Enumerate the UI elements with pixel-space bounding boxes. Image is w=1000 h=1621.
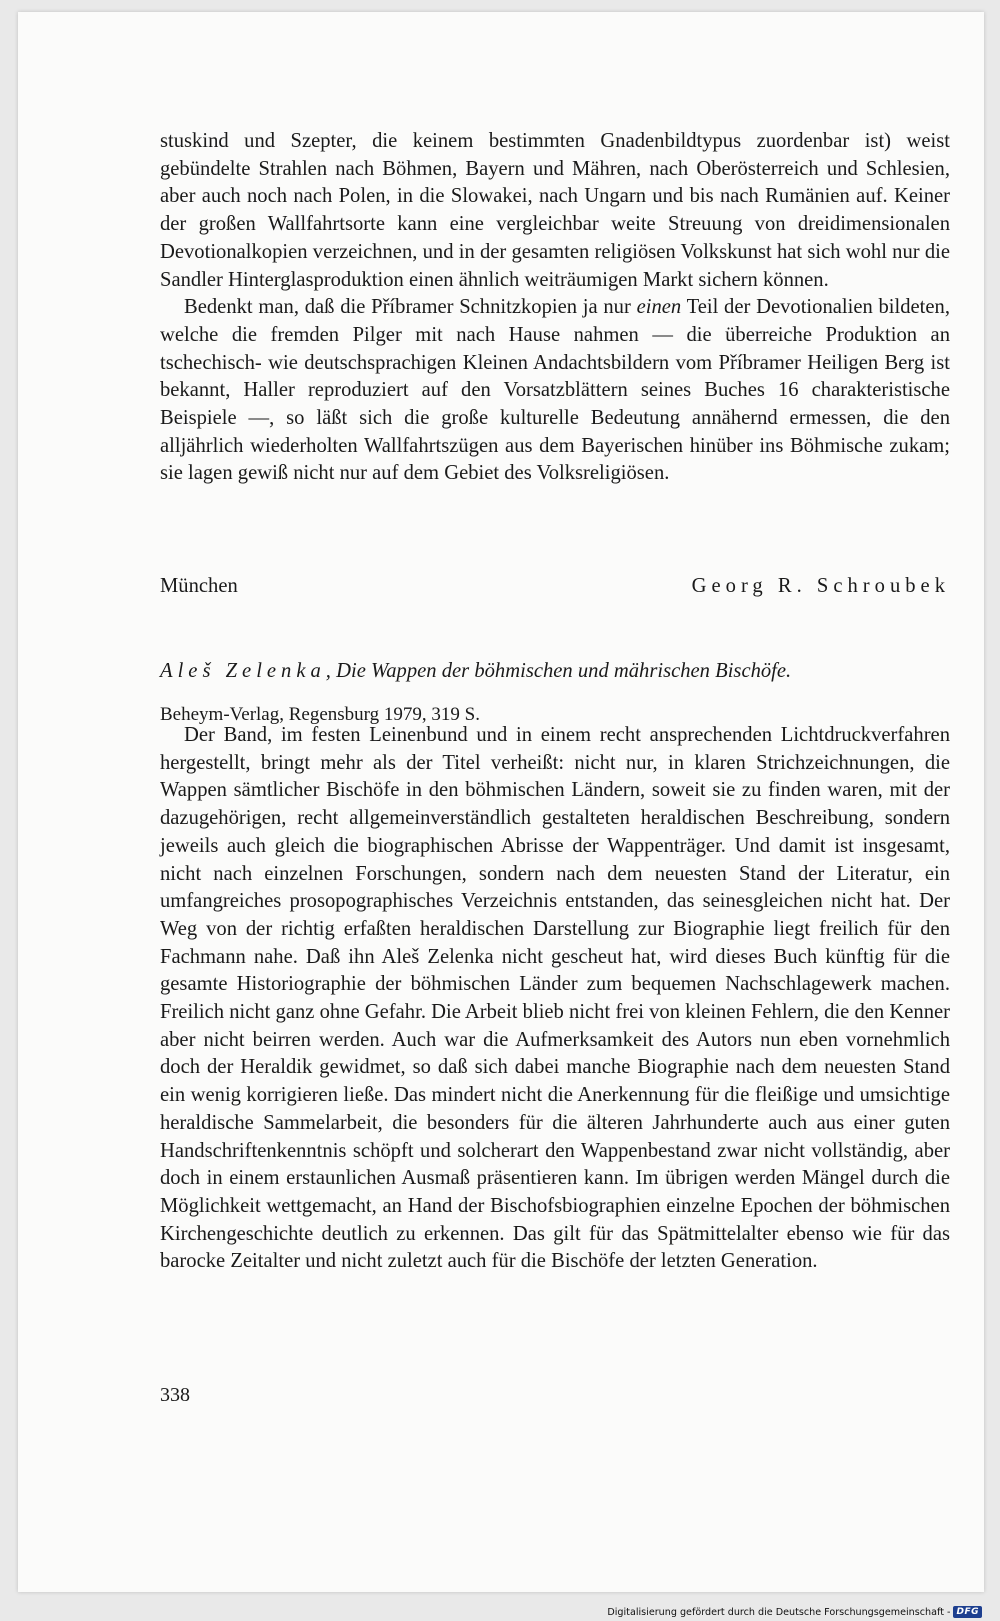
document-page	[18, 12, 984, 1592]
page-number: 338	[160, 1384, 190, 1406]
signature-place: München	[160, 575, 238, 597]
review-book-title: Die Wappen der böhmischen und mährischen Bischöfe.	[336, 660, 792, 682]
footer-text: Digitalisierung gefördert durch die Deutsche Forschungsgemeinschaft -	[607, 1606, 951, 1618]
digitization-footer	[607, 1606, 982, 1618]
review-author: Aleš Zelenka	[160, 660, 326, 682]
review-body-text	[160, 722, 950, 1276]
signature-author: Georg R. Schroubek	[691, 575, 950, 597]
signature-line	[160, 573, 950, 600]
dfg-logo-icon: DFG	[953, 1606, 982, 1618]
paragraph-bedenkt: Bedenkt man, daß die Příbramer Schnitzkopien ja nur einen Teil der Devotionalien bildeten, welche die fremden Pilger mit nach Hause nahmen — die überreiche Produktion an tschechisch- wie deutschsprachigen Kleinen Andachtsbildern vom Příbramer Heiligen Berg ist bekannt, Haller reproduziert auf den Vorsatzblättern seines Buches 16 charakteristische Beispiele —, so läßt sich die große kulturelle Bedeutung annähernd ermessen, die den alljährlich wiederholten Wallfahrtszügen aus dem Bayerischen hinüber ins Böhmische zukam; sie lagen gewiß nicht nur auf dem Gebiet des Volksreligiösen.	[160, 296, 950, 485]
review-paragraph: Der Band, im festen Leinenbund und in einem recht ansprechenden Lichtdruckverfahren hergestellt, bringt mehr als der Titel verheißt: nicht nur, in klaren Strichzeichnungen, die Wappen sämtlicher Bischöfe in den böhmischen Ländern, soweit sie zu finden waren, mit der dazugehörigen, recht allgemeinverständlich gestalteten heraldischen Beschreibung, sondern jeweils auch gleich die biographischen Abrisse der Wappenträger. Und damit ist insgesamt, nicht nach einzelnen Forschungen, sondern nach dem neuesten Stand der Literatur, ein umfangreiches prosopographisches Verzeichnis entstanden, das seinesgleichen nicht hat. Der Weg von der richtig erfaßten heraldischen Darstellung zur Biographie liegt freilich für den Fachmann nahe. Daß ihn Aleš Zelenka nicht gescheut hat, wird dieses Buch künftig für die gesamte Historiographie der böhmischen Länder zum bequemen Nachschlagewerk machen. Freilich nicht ganz ohne Gefahr. Die Arbeit blieb nicht frei von kleinen Fehlern, die den Kenner aber nicht beirren werden. Auch war die Aufmerksamkeit des Autors nun eben vornehmlich doch der Heraldik gewidmet, so daß sich dabei manche Biographie nach dem neuesten Stand ein wenig korrigieren ließe. Das mindert nicht die Anerkennung für die fleißige und umsichtige heraldische Sammelarbeit, die besonders für die älteren Jahrhunderte auch aus einer guten Handschriftenkenntnis schöpft und solcherart den Wappenbestand zwar nicht vollständig, aber doch in einem erstaunlichen Ausmaß präsentieren kann. Im übrigen werden Mängel durch die Möglichkeit wettgemacht, an Hand der Bischofsbiographien einzelne Epochen der böhmischen Kirchengeschichte deutlich zu erkennen. Das gilt für das Spätmittelalter ebenso wie für das barocke Zeitalter und nicht zuletzt auch für die Bischöfe der letzten Generation.	[160, 724, 950, 1273]
review-heading	[160, 658, 950, 685]
review-publication: Beheym-Verlag, Regensburg 1979, 319 S.	[160, 704, 480, 725]
review-separator: ,	[325, 660, 331, 682]
emphasis-einen: einen	[636, 296, 682, 319]
body-text-top	[160, 128, 950, 488]
paragraph-continuation: stuskind und Szepter, die keinem bestimmten Gnadenbildtypus zuordenbar ist) weist gebündelte Strahlen nach Böhmen, Bayern und Mähren, nach Oberösterreich und Schlesien, aber auch noch nach Polen, in die Slowakei, nach Ungarn und bis nach Rumänien auf. Keiner der großen Wallfahrtsorte kann eine vergleichbar weite Streuung von dreidimensionalen Devotionalkopien verzeichnen, und in der gesamten religiösen Volkskunst hat sich wohl nur die Sandler Hinterglasproduktion einen ähnlich weiträumigen Markt sichern können.	[160, 130, 950, 291]
